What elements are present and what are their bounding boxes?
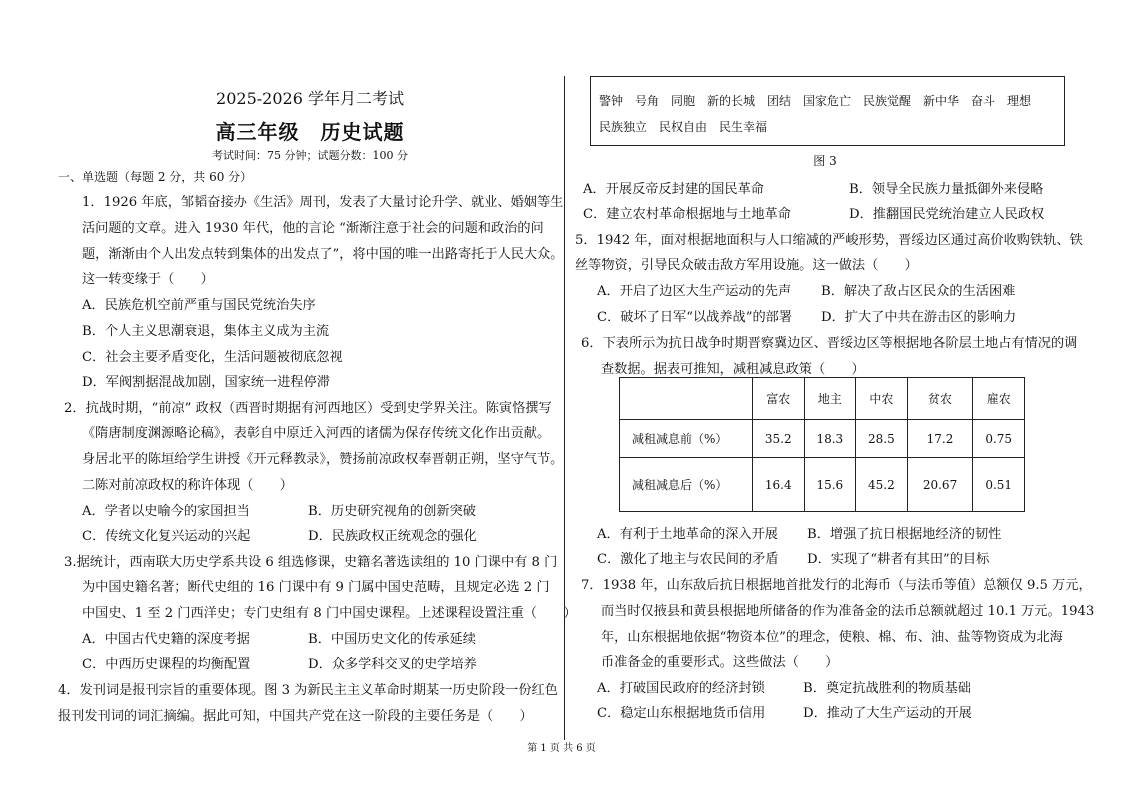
q7-option-d[interactable]: D．推动了大生产运动的开展 [803, 706, 972, 721]
q2-option-c[interactable]: C．传统文化复兴运动的兴起 [82, 529, 251, 544]
section-heading: 一、单选题（每题 2 分，共 60 分） [58, 170, 253, 184]
q1-option-b[interactable]: B．个人主义思潮衰退，集体主义成为主流 [82, 324, 330, 339]
table-row [620, 458, 1025, 512]
q6-option-a[interactable]: A．有利于土地革命的深入开展 [597, 527, 778, 542]
table-header-cell: 雇农 [973, 378, 1025, 420]
q1-line: 题，渐渐由个人出发点转到集体的出发点了”，将中国的唯一出路寄托于人民大众。 [82, 247, 564, 262]
exam-title: 2025-2026 学年月二考试 [216, 89, 404, 108]
wordbox-line: 民族独立 民权自由 民生幸福 [599, 120, 768, 134]
figure-caption: 图 3 [813, 154, 837, 168]
column-divider [564, 76, 565, 740]
q7-line: 7．1938 年，山东敌后抗日根据地首批发行的北海币（与法币等值）总额仅 9.5 万元， [581, 578, 1092, 593]
table-cell: 17.2 [907, 420, 973, 458]
q7-line: 年，山东根据地依据“物资本位”的理念，使粮、棉、布、油、盐等物资成为北海 [601, 630, 1063, 645]
q5-option-d[interactable]: D．扩大了中共在游击区的影响力 [821, 310, 1017, 325]
table-cell: 28.5 [856, 420, 908, 458]
q4-option-b[interactable]: B．领导全民族力量抵御外来侵略 [849, 182, 1044, 197]
table-header-cell [620, 378, 753, 420]
q2-line: 二陈对前凉政权的称许体现（ ） [82, 478, 293, 493]
table-cell: 45.2 [856, 458, 908, 512]
q4-line: 4．发刊词是报刊宗旨的重要体现。图 3 为新民主主义革命时期某一历史阶段一份红色 [58, 683, 558, 698]
q6-option-c[interactable]: C．激化了地主与农民间的矛盾 [597, 552, 779, 567]
wordbox-line: 警钟 号角 同胞 新的长城 团结 国家危亡 民族觉醒 新中华 奋斗 理想 [599, 94, 1032, 108]
q1-option-d[interactable]: D．军阀割据混战加剧，国家统一进程停滞 [82, 375, 330, 390]
q2-option-b[interactable]: B．历史研究视角的创新突破 [308, 504, 476, 519]
q7-option-c[interactable]: C．稳定山东根据地货币信用 [597, 706, 766, 721]
q4-option-a[interactable]: A．开展反帝反封建的国民革命 [583, 182, 764, 197]
q3-line: 为中国史籍名著；断代史组的 16 门课中有 9 门属中国史范畴，且规定必选 2 门 [82, 580, 550, 595]
q3-option-d[interactable]: D．众多学科交叉的史学培养 [308, 657, 477, 672]
q6-line: 6．下表所示为抗日战争时期晋察冀边区、晋绥边区等根据地各阶层土地占有情况的调 [581, 336, 1078, 351]
q5-option-a[interactable]: A．开启了边区大生产运动的先声 [597, 284, 792, 299]
table-header-cell: 地主 [804, 378, 856, 420]
exam-meta: 考试时间：75 分钟；试题分数：100 分 [212, 149, 408, 162]
figure-3-wordbox [590, 76, 1065, 146]
q3-line: 中国史、1 至 2 门西洋史；专门史组有 8 门中国史课程。上述课程设置注重（ ） [82, 606, 577, 621]
q6-option-d[interactable]: D．实现了“耕者有其田”的目标 [807, 552, 990, 567]
table-cell: 20.67 [907, 458, 973, 512]
q4-option-c[interactable]: C．建立农村革命根据地与土地革命 [583, 207, 791, 222]
subject-title: 高三年级 历史试题 [215, 120, 405, 144]
table-header-cell: 贫农 [907, 378, 973, 420]
q7-line: 币准备金的重要形式。这些做法（ ） [601, 655, 839, 670]
q6-line: 查数据。据表可推知，减租减息政策（ ） [601, 362, 865, 377]
q7-line: 而当时仅掖县和黄县根据地所储备的作为准备金的法币总额就超过 10.1 万元。1943 [601, 604, 1095, 619]
q2-line: 《隋唐制度渊源略论稿》，表彰自中原迁入河西的诸儒为保存传统文化作出贡献。 [82, 426, 551, 441]
table-cell: 0.75 [973, 420, 1025, 458]
q3-option-a[interactable]: A．中国古代史籍的深度考据 [82, 632, 250, 647]
q7-option-b[interactable]: B．奠定抗战胜利的物质基础 [803, 681, 971, 696]
q2-line: 2．抗战时期，“前凉” 政权（西晋时期据有河西地区）受到史学界关注。陈寅恪撰写 [64, 401, 552, 416]
q5-option-c[interactable]: C．破坏了日军“以战养战”的部署 [597, 310, 793, 325]
table-header-cell: 富农 [753, 378, 805, 420]
q1-option-c[interactable]: C．社会主要矛盾变化，生活问题被彻底忽视 [82, 350, 343, 365]
q3-line: 3.据统计，西南联大历史学系共设 6 组选修课，史籍名著选读组的 10 门课中有 8 门 [64, 555, 558, 570]
table-cell: 0.51 [973, 458, 1025, 512]
table-cell: 16.4 [753, 458, 805, 512]
q2-line: 身居北平的陈垣给学生讲授《开元释教录》，赞扬前凉政权奉晋朝正朔，坚守气节。 [82, 452, 564, 467]
q3-option-b[interactable]: B．中国历史文化的传承延续 [308, 632, 476, 647]
q3-option-c[interactable]: C．中西历史课程的均衡配置 [82, 657, 251, 672]
q2-option-d[interactable]: D．民族政权正统观念的强化 [308, 529, 477, 544]
table-row [620, 420, 1025, 458]
q6-option-b[interactable]: B．增强了抗日根据地经济的韧性 [807, 527, 1002, 542]
table-cell: 15.6 [804, 458, 856, 512]
table-cell: 18.3 [804, 420, 856, 458]
table-cell: 35.2 [753, 420, 805, 458]
q4-line: 报刊发刊词的词汇摘编。据此可知，中国共产党在这一阶段的主要任务是（ ） [58, 709, 533, 724]
q2-option-a[interactable]: A．学者以史喻今的家国担当 [82, 504, 250, 519]
table-row-label: 减租减息后（%） [620, 458, 753, 512]
q5-line: 丝等物资，引导民众破击敌方军用设施。这一做法（ ） [575, 258, 918, 273]
q1-line: 这一转变缘于（ ） [82, 272, 214, 287]
page-footer: 第 1 页 共 6 页 [527, 743, 596, 754]
q5-option-b[interactable]: B．解决了敌占区民众的生活困难 [821, 284, 1016, 299]
q1-option-a[interactable]: A．民族危机空前严重与国民党统治失序 [82, 298, 316, 313]
land-survey-table [619, 377, 1025, 512]
q4-option-d[interactable]: D．推翻国民党统治建立人民政权 [849, 207, 1045, 222]
q7-option-a[interactable]: A．打破国民政府的经济封锁 [597, 681, 765, 696]
q1-line: 活问题的文章。进入 1930 年代，他的言论 “渐渐注意于社会的问题和政治的问 [82, 221, 544, 236]
table-header-row [620, 378, 1025, 420]
table-header-cell: 中农 [856, 378, 908, 420]
q1-line: 1．1926 年底，邹韬奋接办《生活》周刊，发表了大量讨论升学、就业、婚姻等生 [82, 195, 564, 210]
q5-line: 5．1942 年，面对根据地面积与人口缩减的严峻形势，晋绥边区通过高价收购铁轨、铁 [575, 233, 1083, 248]
table-row-label: 减租减息前（%） [620, 420, 753, 458]
